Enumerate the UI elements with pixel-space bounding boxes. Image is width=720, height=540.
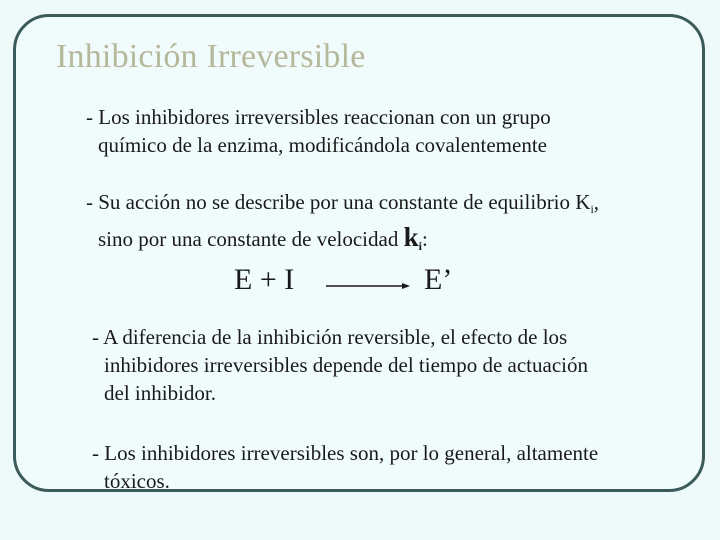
p3-line2: inhibidores irreversibles depende del tiempo de actuación <box>104 353 588 377</box>
slide-title: Inhibición Irreversible <box>56 38 366 75</box>
p3-line3: del inhibidor. <box>104 381 216 405</box>
rate-constant-subscript: i <box>418 239 422 253</box>
equation-product: E’ <box>424 263 453 296</box>
p2-line1-text: - Su acción no se describe por una constante de equilibrio K <box>86 190 591 214</box>
paragraph-2 <box>86 188 706 260</box>
p2-line1 <box>86 190 599 214</box>
p3-line1: - A diferencia de la inhibición reversible, el efecto de los <box>92 325 568 349</box>
paragraph-4 <box>92 439 702 495</box>
rate-constant-letter: k <box>403 222 419 252</box>
paragraph-3 <box>92 323 702 407</box>
reaction-arrow-icon <box>326 283 410 289</box>
rate-constant-k <box>404 222 422 252</box>
p1-line2: químico de la enzima, modificándola covalentemente <box>98 133 547 157</box>
p2-line2-suffix: : <box>421 227 428 251</box>
p1-line1: - Los inhibidores irreversibles reaccionan con un grupo <box>86 105 551 129</box>
p4-line2: tóxicos. <box>104 469 170 493</box>
p2-line2 <box>86 223 706 260</box>
p4-line1: - Los inhibidores irreversibles son, por lo general, altamente <box>92 441 599 465</box>
paragraph-1 <box>86 103 686 159</box>
p2-line1-suffix: , <box>593 190 600 214</box>
equation-reactants: E + I <box>234 263 295 296</box>
p2-line2-text: sino por una constante de velocidad <box>98 227 404 251</box>
ki-subscript: i <box>590 202 594 216</box>
